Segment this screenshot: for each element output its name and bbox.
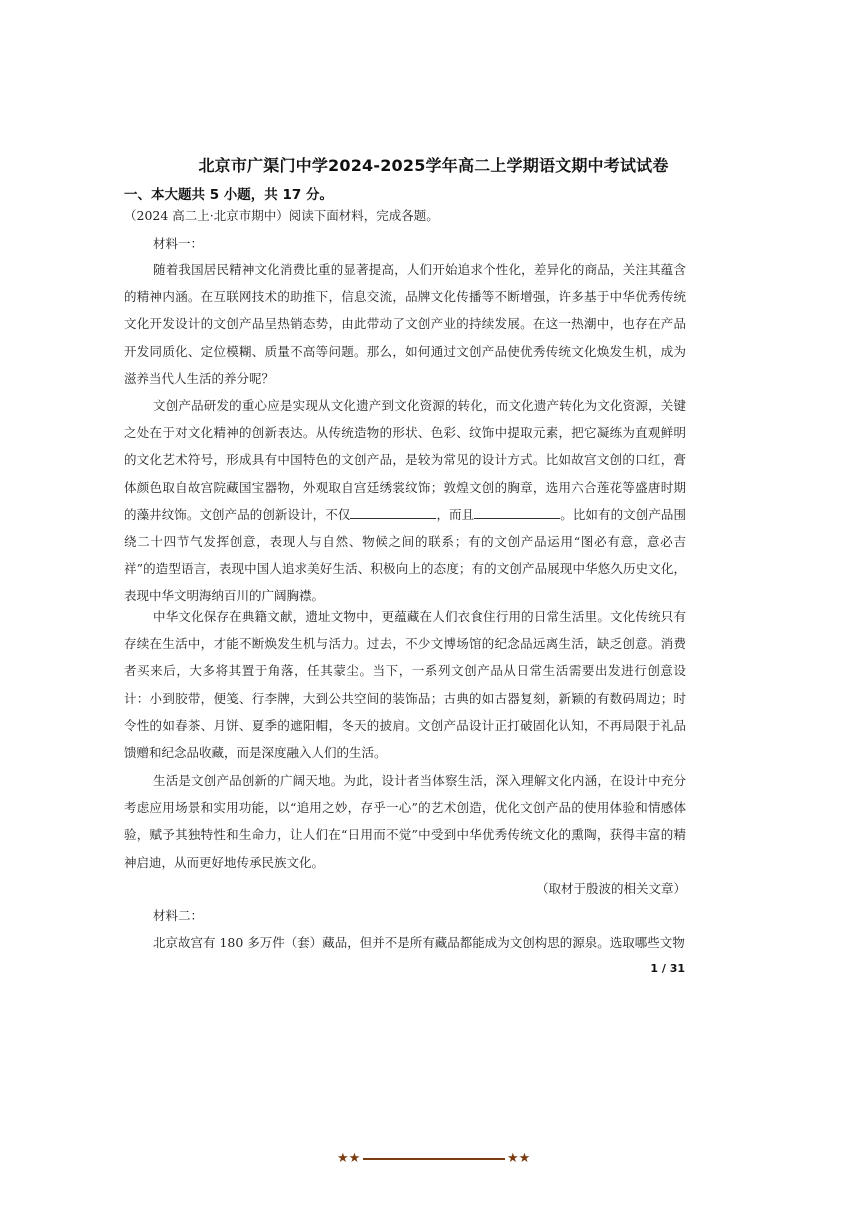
paragraph-2-part-2: ，而且: [436, 506, 475, 522]
page-number: 1 / 31: [650, 962, 685, 975]
footer-ornament: [337, 1150, 531, 1168]
star-icon: ★★: [337, 1151, 361, 1166]
ornament-rule: [363, 1158, 505, 1160]
material-one-label: 材料一：: [153, 236, 204, 251]
paragraph-3: 中华文化保存在典籍文献，遗址文物中，更蕴藏在人们衣食住行用的日常生活里。文化传统只有存续在生活中，才能不断焕发生机与活力。过去，不少文博场馆的纪念品远离生活，缺乏创意。消费者买来后，大多将其置于角落，任其蒙尘。当下，一系列文创产品从日常生活需要出发进行创意设计：小到胶带，便笺、行李牌，大到公共空间的装饰品；古典的如古器复刻，新颖的有数码周边；时令性的如春茶、月饼、夏季的遮阳帽，冬天的披肩。文创产品设计正打破固化认知，不再局限于礼品馈赠和纪念品收藏，而是深度融入人们的生活。: [124, 609, 686, 761]
source-note: （2024 高二上·北京市期中）阅读下面材料，完成各题。: [124, 208, 439, 223]
paragraph-4: 生活是文创产品创新的广阔天地。为此，设计者当体察生活，深入理解文化内涵，在设计中充分考虑应用场景和实用功能，以“追用之妙，存乎一心”的艺术创造，优化文创产品的使用体验和情感体验，赋予其独特性和生命力，让人们在“日用而不觉”中受到中华优秀传统文化的熏陶，获得丰富的精神启迪，从而更好地传承民族文化。: [124, 773, 686, 870]
exam-title: 北京市广渠门中学2024-2025学年高二上学期语文期中考试试卷: [198, 156, 669, 175]
fill-blank-1[interactable]: [350, 506, 436, 519]
material-two-label: 材料二：: [153, 908, 204, 923]
paragraph-2: [124, 392, 686, 610]
paragraph-1: 随着我国居民精神文化消费比重的显著提高，人们开始追求个性化，差异化的商品，关注其蕴含的精神内涵。在互联网技术的助推下，信息交流，品牌文化传播等不断增强，许多基于中华优秀传统文化开发设计的文创产品呈热销态势，由此带动了文创产业的持续发展。在这一热潮中，也存在产品开发同质化、定位模糊、质量不高等问题。那么，如何通过文创产品使优秀传统文化焕发生机，成为滋养当代人生活的养分呢？: [124, 262, 686, 386]
section-heading: 一、本大题共 5 小题，共 17 分。: [124, 187, 333, 203]
paragraph-5: 北京故宫有 180 多万件（套）藏品，但并不是所有藏品都能成为文创构思的源泉。选取哪些文物: [153, 935, 685, 950]
paragraph-2-part-1: 文创产品研发的重心应是实现从文化遗产到文化资源的转化，而文化遗产转化为文化资源，关键之处在于对文化精神的创新表达。从传统造物的形状、色彩、纹饰中提取元素，把它凝练为直观鲜明的文化艺术符号，形成具有中国特色的文创产品，是较为常见的设计方式。比如故宫文创的口红，膏体颜色取自故宫院藏国宝器物，外观取自宫廷绣裳纹饰；敦煌文创的胸章，选用六合莲花等盛唐时期的藻井纹饰。文创产品的创新设计，不仅: [124, 398, 686, 522]
fill-blank-2[interactable]: [474, 506, 560, 519]
source-credit: （取材于殷波的相关文章）: [535, 881, 686, 896]
star-icon: ★★: [507, 1151, 531, 1166]
paragraph-2-part-3: 。比如有的文创产品围绕二十四节气发挥创意，表现人与自然、物候之间的联系；有的文创产品运用“图必有意，意必吉祥”的造型语言，表现中国人追求美好生活、积极向上的态度；有的文创产品展现中华悠久历史文化，表现中华文明海纳百川的广阔胸襟。: [124, 506, 686, 604]
